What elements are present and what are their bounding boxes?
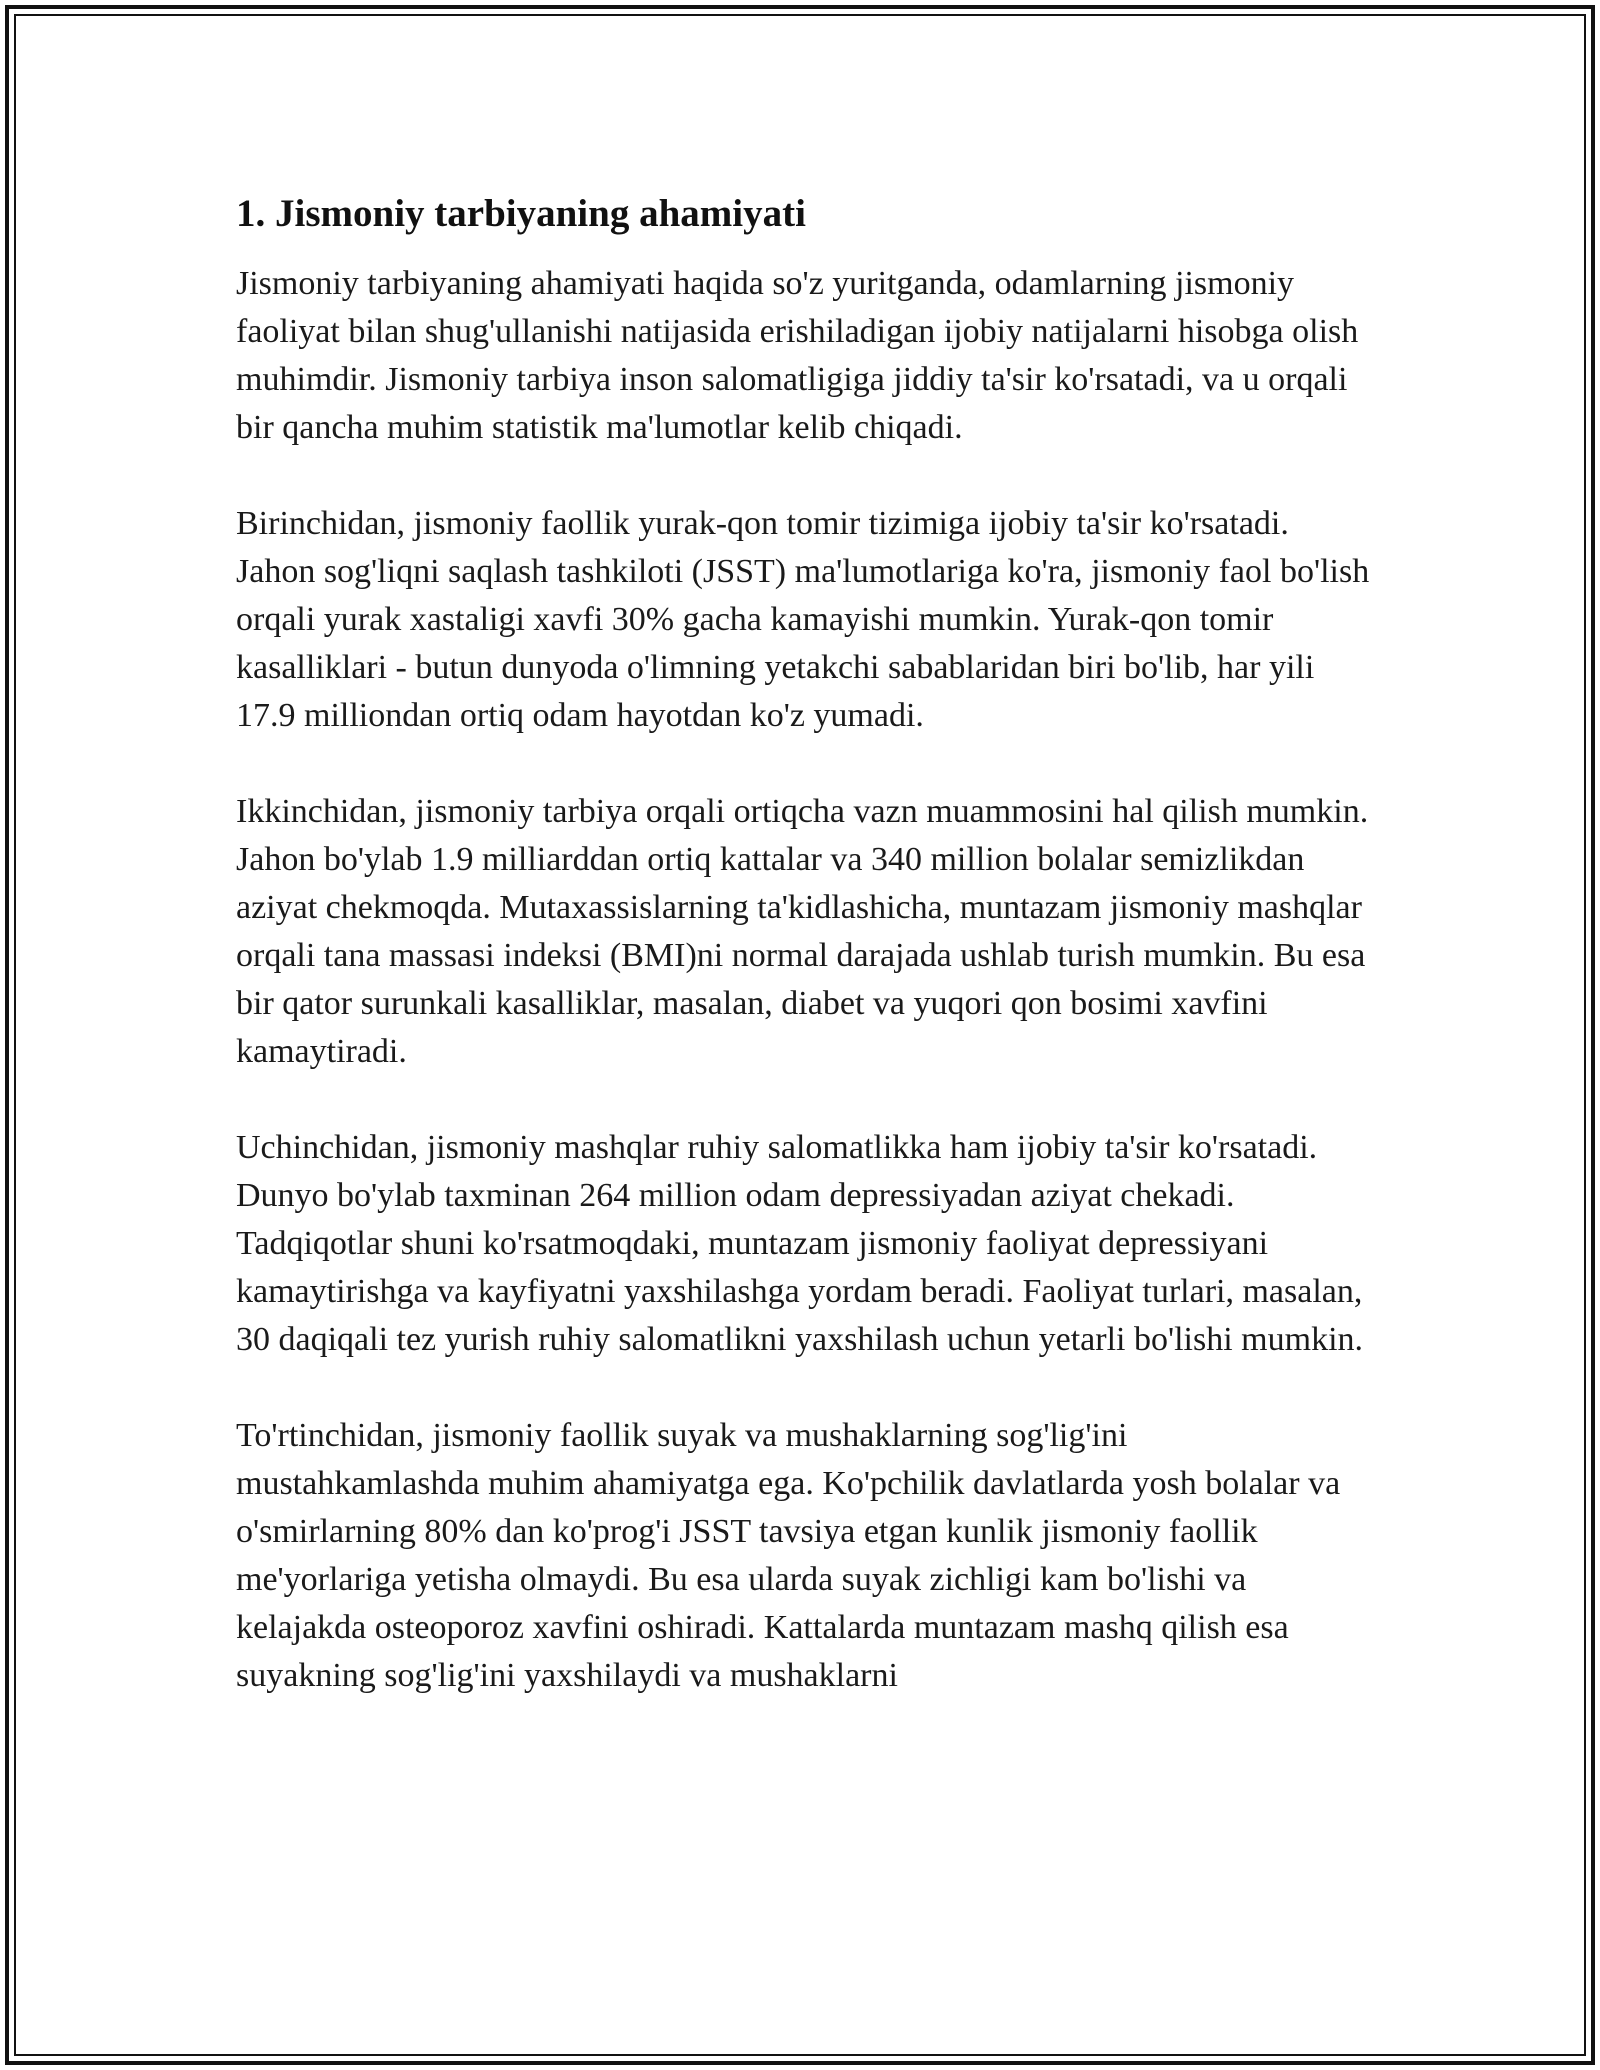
paragraph-first: Birinchidan, jismoniy faollik yurak-qon tomir tizimiga ijobiy ta'sir ko'rsatadi. Jahon sog'liqni saqlash tashkiloti (JSST) ma'lumotlariga ko'ra, jismoniy faol bo'lish orqali yurak xastaligi xavfi 30% gacha kamayishi mumkin. Yurak-qon tomir kasalliklari - butun dunyoda o'limning yetakchi sabablaridan biri bo'lib, har yili 17.9 milliondan ortiq odam hayotdan ko'z yumadi.	[236, 505, 1370, 734]
paragraph-fourth: To'rtinchidan, jismoniy faollik suyak va mushaklarning sog'lig'ini mustahkamlashda muhim ahamiyatga ega. Ko'pchilik davlatlarda yosh bolalar va o'smirlarning 80% dan ko'prog'i JSST tavsiya etgan kunlik jismoniy faollik me'yorlariga yetisha olmaydi. Bu esa ularda suyak zichligi kam bo'lishi va kelajakda osteoporoz xavfini oshiradi. Kattalarda muntazam mashq qilish esa suyakning sog'lig'ini yaxshilaydi va mushaklarni	[236, 1417, 1341, 1694]
paragraph-intro: Jismoniy tarbiyaning ahamiyati haqida so'z yuritganda, odamlarning jismoniy faoliyat bilan shug'ullanishi natijasida erishiladigan ijobiy natijalarni hisobga olish muhimdir. Jismoniy tarbiya inson salomatligiga jiddiy ta'sir ko'rsatadi, va u orqali bir qancha muhim statistik ma'lumotlar kelib chiqadi.	[236, 265, 1359, 446]
paragraph-third: Uchinchidan, jismoniy mashqlar ruhiy salomatlikka ham ijobiy ta'sir ko'rsatadi. Dunyo bo'ylab taxminan 264 million odam depressiyadan aziyat chekadi. Tadqiqotlar shuni ko'rsatmoqdaki, muntazam jismoniy faoliyat depressiyani kamaytirishga va kayfiyatni yaxshilashga yordam beradi. Faoliyat turlari, masalan, 30 daqiqali tez yurish ruhiy salomatlikni yaxshilash uchun yetarli bo'lishi mumkin.	[236, 1129, 1364, 1358]
document-body	[236, 188, 1376, 1748]
section-heading: 1. Jismoniy tarbiyaning ahamiyati	[236, 192, 806, 235]
paragraph-second: Ikkinchidan, jismoniy tarbiya orqali ortiqcha vazn muammosini hal qilish mumkin. Jahon bo'ylab 1.9 milliarddan ortiq kattalar va 340 million bolalar semizlikdan aziyat chekmoqda. Mutaxassislarning ta'kidlashicha, muntazam jismoniy mashqlar orqali tana massasi indeksi (BMI)ni normal darajada ushlab turish mumkin. Bu esa bir qator surunkali kasalliklar, masalan, diabet va yuqori qon bosimi xavfini kamaytiradi.	[236, 793, 1369, 1070]
